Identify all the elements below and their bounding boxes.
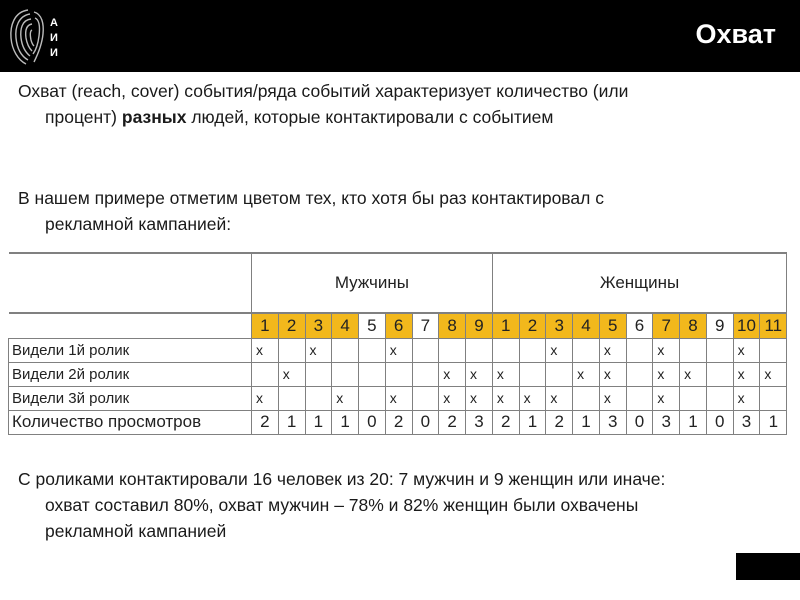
count-cell: 0 — [626, 410, 653, 434]
person-number-cell: 5 — [599, 313, 626, 338]
count-row — [9, 410, 787, 434]
view-mark-cell: x — [385, 386, 412, 410]
view-mark-cell — [359, 386, 386, 410]
person-number-cell: 8 — [439, 313, 466, 338]
row-label: Видели 1й ролик — [9, 338, 252, 362]
count-cell: 1 — [305, 410, 332, 434]
view-row — [9, 362, 787, 386]
view-mark-cell — [359, 362, 386, 386]
person-number-cell: 1 — [492, 313, 519, 338]
view-mark-cell: x — [492, 362, 519, 386]
example-paragraph — [18, 185, 788, 237]
count-cell: 2 — [252, 410, 279, 434]
count-cell: 1 — [680, 410, 707, 434]
view-mark-cell: x — [252, 338, 279, 362]
person-number-cell: 2 — [278, 313, 305, 338]
view-mark-cell — [706, 386, 733, 410]
view-mark-cell — [412, 362, 439, 386]
view-mark-cell — [760, 386, 787, 410]
intro-paragraph — [18, 78, 788, 130]
row-label: Видели 3й ролик — [9, 386, 252, 410]
row-label: Видели 2й ролик — [9, 362, 252, 386]
person-number-cell: 9 — [466, 313, 493, 338]
view-mark-cell: x — [466, 386, 493, 410]
person-number-cell: 3 — [546, 313, 573, 338]
count-cell: 2 — [385, 410, 412, 434]
view-mark-cell: x — [599, 386, 626, 410]
intro-line-2 — [18, 104, 788, 130]
group-men-header: Мужчины — [252, 253, 493, 313]
view-mark-cell — [519, 362, 546, 386]
view-mark-cell: x — [519, 386, 546, 410]
view-mark-cell — [626, 362, 653, 386]
view-mark-cell — [305, 362, 332, 386]
count-cell: 0 — [412, 410, 439, 434]
count-cell: 1 — [573, 410, 600, 434]
view-mark-cell — [412, 386, 439, 410]
count-cell: 3 — [466, 410, 493, 434]
count-cell: 2 — [439, 410, 466, 434]
view-mark-cell — [680, 386, 707, 410]
count-cell: 3 — [599, 410, 626, 434]
view-mark-cell — [412, 338, 439, 362]
intro-line-1: Охват (reach, cover) события/ряда событий характеризует количество (или — [18, 81, 629, 101]
view-mark-cell: x — [599, 362, 626, 386]
view-mark-cell — [626, 386, 653, 410]
person-number-cell: 3 — [305, 313, 332, 338]
intro-line-2-post: людей, которые контактировали с событием — [186, 107, 554, 127]
person-number-cell: 5 — [359, 313, 386, 338]
count-cell: 0 — [359, 410, 386, 434]
person-number-cell: 4 — [332, 313, 359, 338]
fingerprint-logo-icon — [6, 4, 68, 68]
group-header-row — [9, 253, 787, 313]
example-line-2: рекламной кампанией: — [45, 214, 232, 234]
intro-line-2-pre: процент) — [45, 107, 122, 127]
example-line-1: В нашем примере отметим цветом тех, кто хотя бы раз контактировал с — [18, 188, 604, 208]
table-corner-empty — [9, 253, 252, 313]
person-number-cell: 8 — [680, 313, 707, 338]
view-mark-cell — [252, 362, 279, 386]
view-mark-cell: x — [760, 362, 787, 386]
view-mark-cell — [466, 338, 493, 362]
view-mark-cell — [573, 338, 600, 362]
view-mark-cell: x — [439, 386, 466, 410]
view-mark-cell: x — [385, 338, 412, 362]
view-mark-cell — [492, 338, 519, 362]
view-mark-cell — [573, 386, 600, 410]
count-cell: 1 — [278, 410, 305, 434]
view-mark-cell: x — [278, 362, 305, 386]
view-mark-cell: x — [599, 338, 626, 362]
view-mark-cell — [278, 338, 305, 362]
table-corner-empty-2 — [9, 313, 252, 338]
person-number-cell: 7 — [412, 313, 439, 338]
view-mark-cell — [706, 362, 733, 386]
count-cell: 3 — [653, 410, 680, 434]
view-mark-cell: x — [305, 338, 332, 362]
view-mark-cell — [546, 362, 573, 386]
view-mark-cell — [626, 338, 653, 362]
count-cell: 1 — [760, 410, 787, 434]
conclusion-line-1: С роликами контактировали 16 человек из 20: 7 мужчин и 9 женщин или иначе: — [18, 469, 666, 489]
view-row — [9, 386, 787, 410]
count-cell: 1 — [332, 410, 359, 434]
logo-letter-3: И — [50, 47, 58, 59]
view-mark-cell: x — [573, 362, 600, 386]
view-mark-cell: x — [733, 362, 760, 386]
view-mark-cell: x — [653, 338, 680, 362]
reach-table-wrapper — [8, 252, 786, 436]
view-mark-cell: x — [439, 362, 466, 386]
person-number-cell: 9 — [706, 313, 733, 338]
corner-decoration — [736, 553, 800, 580]
view-mark-cell — [760, 338, 787, 362]
conclusion-paragraph — [18, 466, 788, 544]
count-row-label: Количество просмотров — [9, 410, 252, 434]
person-number-cell: 1 — [252, 313, 279, 338]
view-mark-cell — [305, 386, 332, 410]
logo-letter-2: И — [50, 32, 58, 44]
view-mark-cell: x — [733, 338, 760, 362]
conclusion-line-3: рекламной кампанией — [45, 521, 227, 541]
view-mark-cell — [706, 338, 733, 362]
intro-bold-word: разных — [121, 107, 187, 127]
person-number-cell: 10 — [733, 313, 760, 338]
conclusion-line-2: охват составил 80%, охват мужчин – 78% и 82% женщин были охвачены — [45, 495, 639, 515]
view-mark-cell — [680, 338, 707, 362]
header-bar — [0, 0, 800, 72]
view-mark-cell — [332, 362, 359, 386]
view-row — [9, 338, 787, 362]
view-mark-cell — [359, 338, 386, 362]
count-cell: 3 — [733, 410, 760, 434]
count-cell: 0 — [706, 410, 733, 434]
logo-letter-1: А — [50, 17, 58, 29]
group-women-header: Женщины — [492, 253, 786, 313]
person-number-cell: 2 — [519, 313, 546, 338]
view-mark-cell — [519, 338, 546, 362]
view-mark-cell: x — [466, 362, 493, 386]
view-mark-cell: x — [546, 338, 573, 362]
view-mark-cell: x — [252, 386, 279, 410]
view-mark-cell: x — [332, 386, 359, 410]
view-mark-cell: x — [733, 386, 760, 410]
view-mark-cell — [385, 362, 412, 386]
view-mark-cell: x — [653, 386, 680, 410]
view-mark-cell: x — [546, 386, 573, 410]
person-number-row — [9, 313, 787, 338]
count-cell: 2 — [546, 410, 573, 434]
count-cell: 1 — [519, 410, 546, 434]
view-mark-cell: x — [653, 362, 680, 386]
person-number-cell: 4 — [573, 313, 600, 338]
person-number-cell: 11 — [760, 313, 787, 338]
view-mark-cell — [439, 338, 466, 362]
count-cell: 2 — [492, 410, 519, 434]
slide-title: Охват — [695, 19, 776, 49]
reach-table — [8, 252, 787, 435]
person-number-cell: 7 — [653, 313, 680, 338]
person-number-cell: 6 — [385, 313, 412, 338]
person-number-cell: 6 — [626, 313, 653, 338]
view-mark-cell — [278, 386, 305, 410]
view-mark-cell: x — [680, 362, 707, 386]
view-mark-cell — [332, 338, 359, 362]
view-mark-cell: x — [492, 386, 519, 410]
